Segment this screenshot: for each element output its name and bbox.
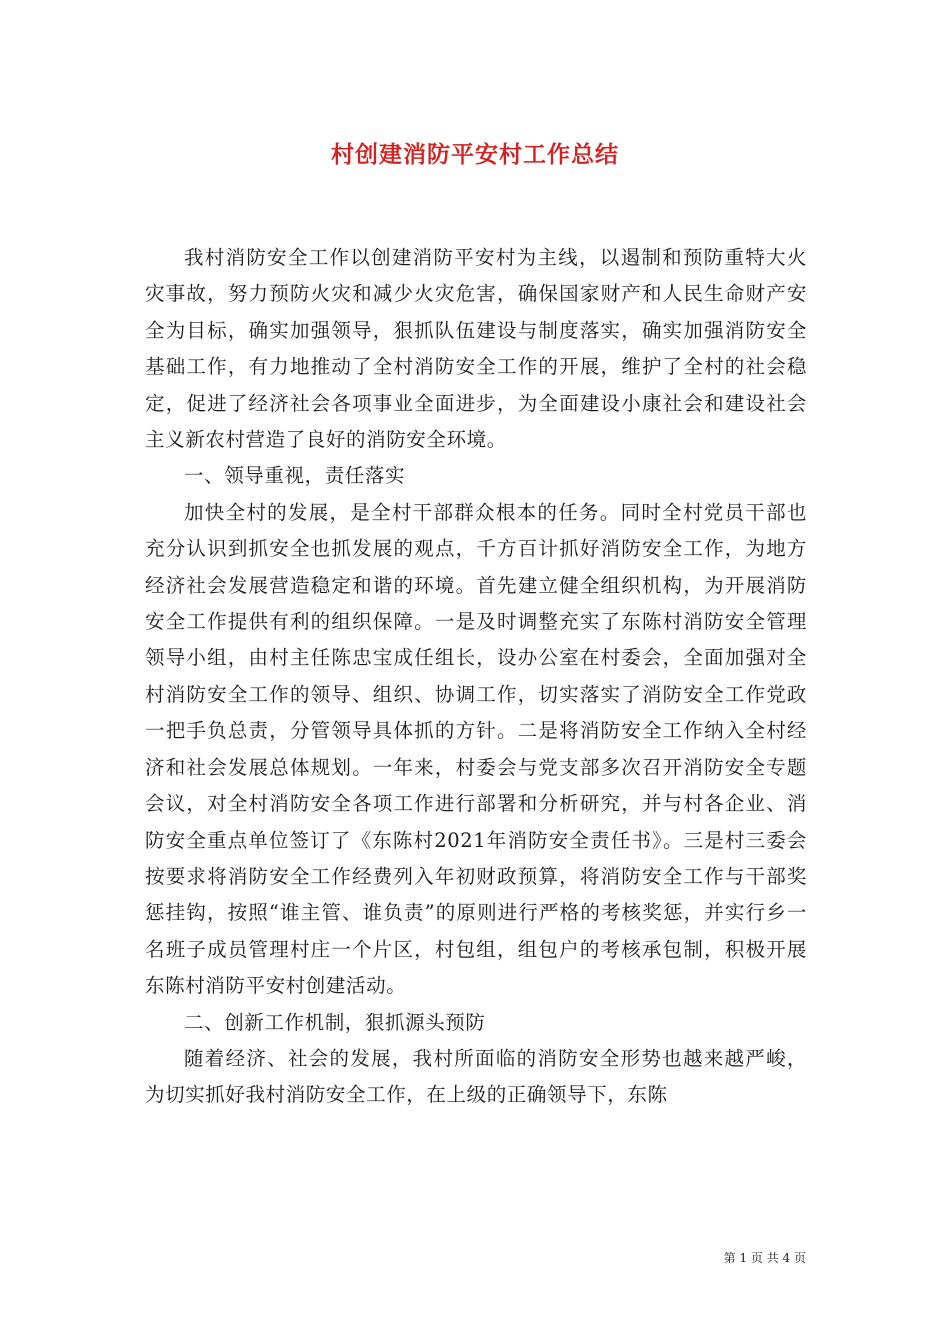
section-heading-1: 一、领导重视，责任落实 bbox=[184, 464, 406, 488]
paragraph-section-1: 加快全村的发展，是全村干部群众根本的任务。同时全村党员干部也充分认识到抓安全也抓发展的观点，千方百计抓好消防安全工作，为地方经济社会发展营造稳定和谐的环境。首先建立健全组织机构，为开展消防安全工作提供有利的组织保障。一是及时调整充实了东陈村消防安全管理领导小组，由村主任陈忠宝成任组长，设办公室在村委会，全面加强对全村消防安全工作的领导、组织、协调工作，切实落实了消防安全工作党政一把手负总责，分管领导具体抓的方针。二是将消防安全工作纳入全村经济和社会发展总体规划。一年来，村委会与党支部多次召开消防安全专题会议，对全村消防安全各项工作进行部署和分析研究，并与村各企业、消防安全重点单位签订了《东陈村2021年消防安全责任书》。三是村三委会按要求将消防安全工作经费列入年初财政预算，将消防安全工作与干部奖惩挂钩，按照“谁主管、谁负责”的原则进行严格的考核奖惩，并实行乡一名班子成员管理村庄一个片区，村包组，组包户的考核承包制，积极开展东陈村消防平安村创建活动。 bbox=[145, 500, 807, 998]
paragraph-intro: 我村消防安全工作以创建消防平安村为主线，以遏制和预防重特大火灾事故，努力预防火灾和减少火灾危害，确保国家财产和人民生命财产安全为目标，确实加强领导，狠抓队伍建设与制度落实，确实加强消防安全基础工作，有力地推动了全村消防安全工作的开展，维护了全村的社会稳定，促进了经济社会各项事业全面进步，为全面建设小康社会和建设社会主义新农村营造了良好的消防安全环境。 bbox=[145, 246, 807, 452]
document-title: 村创建消防平安村工作总结 bbox=[331, 141, 619, 168]
page-number-footer: 第 1 页 共 4 页 bbox=[723, 1251, 806, 1265]
document-body bbox=[145, 240, 807, 1114]
section-heading-2: 二、创新工作机制，狠抓源头预防 bbox=[184, 1010, 486, 1034]
paragraph-section-2: 随着经济、社会的发展，我村所面临的消防安全形势也越来越严峻，为切实抓好我村消防安全工作，在上级的正确领导下，东陈 bbox=[145, 1046, 807, 1107]
